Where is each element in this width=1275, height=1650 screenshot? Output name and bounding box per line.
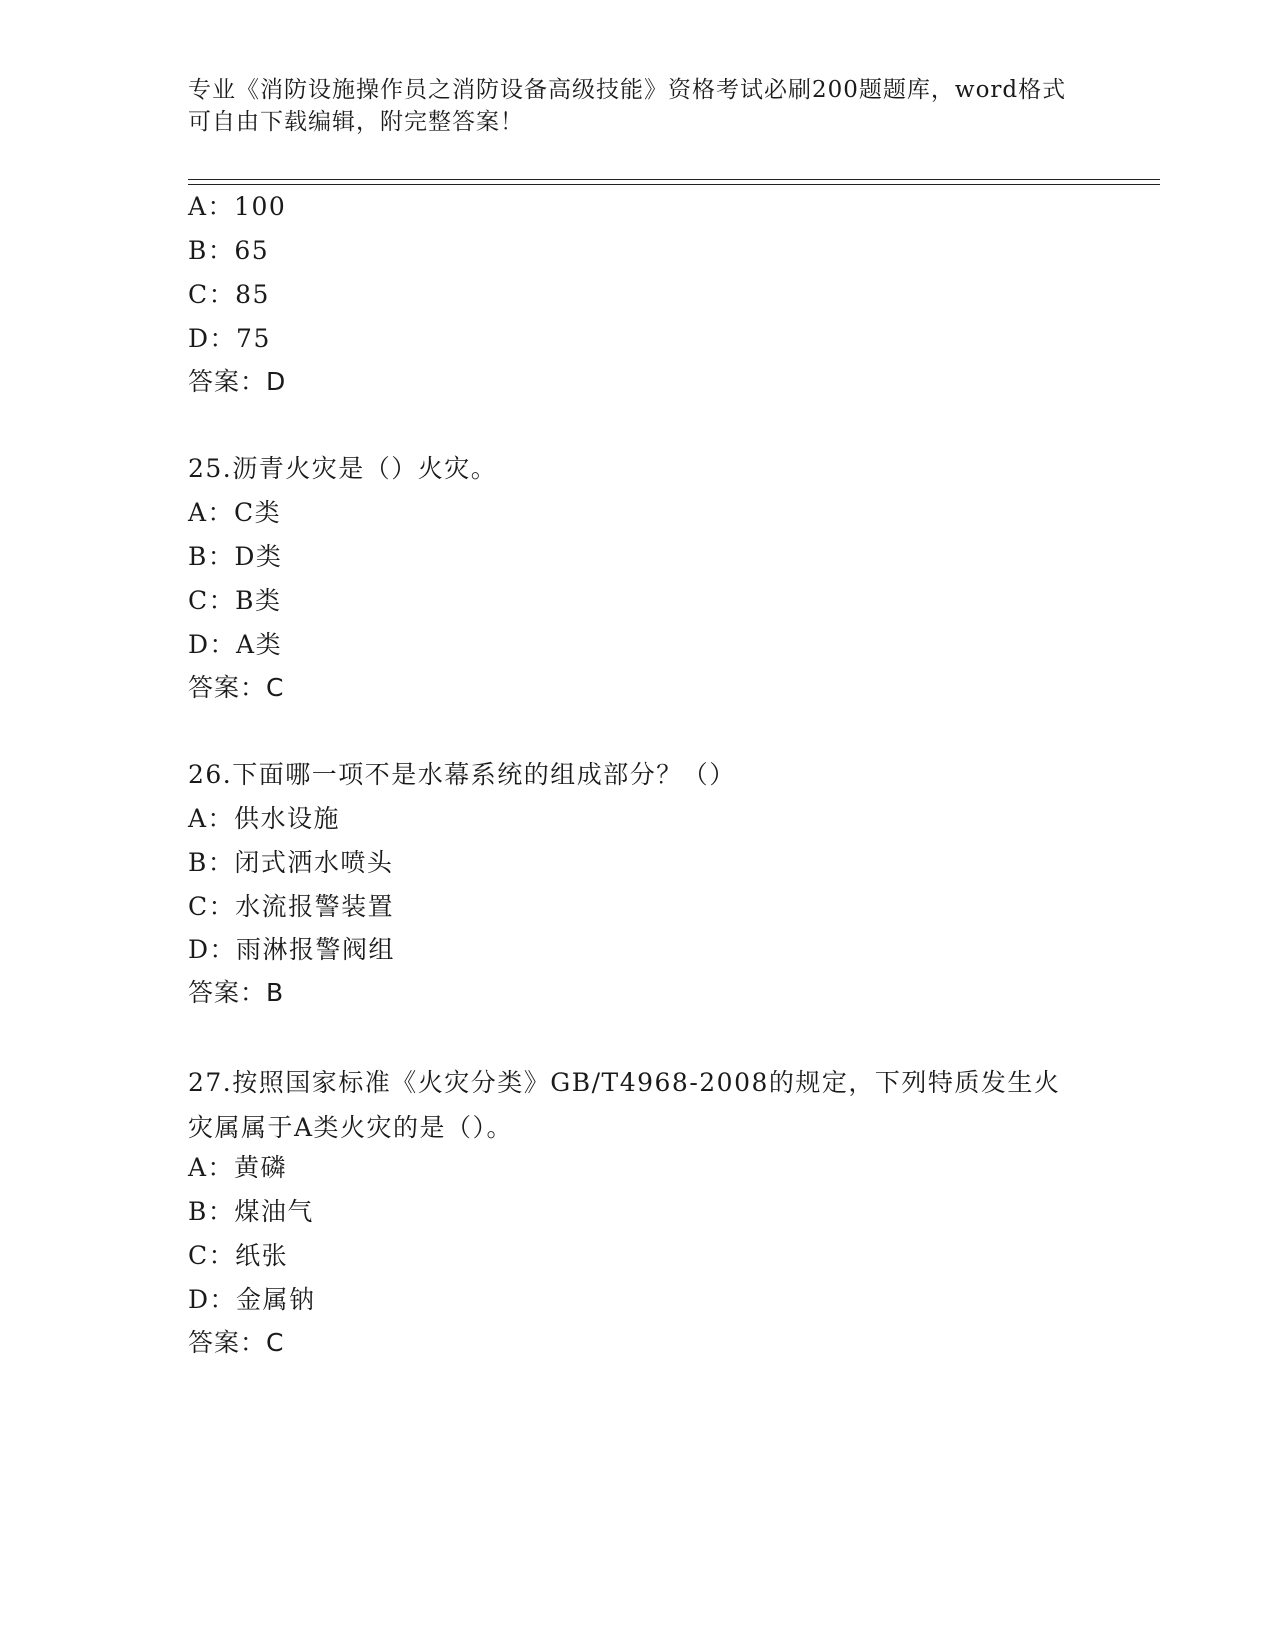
option-d: D：A类	[188, 630, 283, 659]
option-a: A：100	[188, 192, 287, 221]
option-c: C：85	[188, 280, 270, 309]
answer-line: 答案：C	[188, 1328, 285, 1357]
option-a: A：黄磷	[188, 1153, 288, 1182]
option-b: B：D类	[188, 542, 283, 571]
document-header: 专业《消防设施操作员之消防设备高级技能》资格考试必刷200题题库，word格式可自由下载编辑，附完整答案！	[188, 77, 1067, 135]
option-a: A：C类	[188, 498, 282, 527]
header-divider-bottom	[188, 184, 1160, 185]
option-d: D：金属钠	[188, 1285, 316, 1314]
option-b: B：煤油气	[188, 1197, 314, 1226]
option-d: D：雨淋报警阀组	[188, 935, 396, 964]
option-c: C：B类	[188, 586, 282, 615]
question-text: 26.下面哪一项不是水幕系统的组成部分？（）	[188, 760, 736, 789]
question-text: 25.沥青火灾是（）火灾。	[188, 454, 498, 483]
question-text: 27.按照国家标准《火灾分类》GB/T4968-2008的规定，下列特质发生火灾属属于A类火灾的是（）。	[188, 1068, 1061, 1142]
option-a: A：供水设施	[188, 804, 341, 833]
header-divider-top	[188, 179, 1160, 180]
answer-line: 答案：B	[188, 978, 285, 1007]
answer-line: 答案：C	[188, 673, 285, 702]
option-c: C：纸张	[188, 1241, 289, 1270]
option-b: B：65	[188, 236, 270, 265]
option-d: D：75	[188, 324, 271, 353]
option-c: C：水流报警装置	[188, 892, 395, 921]
option-b: B：闭式洒水喷头	[188, 848, 394, 877]
answer-line: 答案：D	[188, 367, 287, 396]
